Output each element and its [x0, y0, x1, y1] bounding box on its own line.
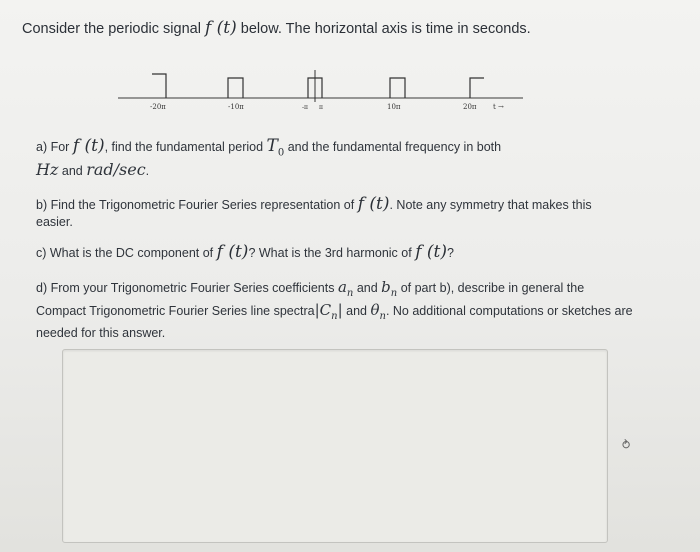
tick-label-20pi: 20π	[463, 103, 477, 111]
bn-subscript: n	[390, 288, 398, 299]
cn-magnitude-symbol: $|C_n|$	[314, 301, 343, 322]
tick-label-minus-pi: -π	[302, 104, 308, 111]
an-letter: a	[337, 278, 347, 296]
part-d-prefix: d) From your Trigonometric Fourier Series coefficients	[36, 281, 338, 295]
pulse-minus-10pi	[228, 78, 243, 98]
theta-letter: θ	[370, 301, 380, 319]
spellcheck-icon[interactable]: ⥁	[622, 438, 631, 452]
part-d-end: . No additional computations or sketches are needed for this answer.	[36, 304, 633, 340]
an-subscript: n	[346, 288, 354, 299]
tick-label-minus-20pi: -20π	[150, 103, 166, 111]
part-d-and-2: and	[342, 304, 371, 318]
part-c-mid: ? What is the 3rd harmonic of	[248, 246, 416, 260]
part-c-end: ?	[446, 246, 454, 260]
part-b-prefix: b) Find the Trigonometric Fourier Series representation of	[36, 198, 358, 212]
part-b-text	[36, 196, 616, 231]
pulse-minus-20pi	[152, 74, 166, 98]
part-a-text	[36, 138, 596, 180]
question-intro	[22, 18, 531, 38]
part-d-and-1: and	[353, 281, 382, 295]
pulse-20pi	[470, 78, 484, 98]
pulse-10pi	[390, 78, 405, 98]
t0-subscript: 0	[277, 147, 285, 159]
periodic-signal-plot	[118, 62, 538, 122]
part-d-mid: of part b), describe in general the Compact Trigonometric Fourier Series line spectra	[36, 281, 585, 318]
intro-prefix: Consider the periodic signal	[22, 21, 205, 37]
part-d-text	[36, 279, 636, 342]
part-a-suffix: and the fundamental frequency in both	[284, 140, 502, 154]
tick-label-t-arrow: t →	[493, 103, 504, 111]
f-of-t-symbol: f (t)	[204, 18, 237, 38]
part-c-text	[36, 244, 616, 262]
part-b-f-symbol: f (t)	[357, 194, 390, 214]
part-a-end: .	[145, 164, 150, 179]
intro-suffix: below. The horizontal axis is time in seconds.	[236, 21, 531, 37]
part-b-suffix: . Note any symmetry that makes this easier.	[36, 198, 592, 229]
bn-symbol	[381, 278, 398, 299]
part-a-f-symbol: f (t)	[72, 136, 105, 156]
theta-subscript: n	[379, 311, 386, 322]
tick-label-pi: π	[319, 104, 323, 111]
fraction-slash: /	[113, 160, 120, 180]
an-symbol	[337, 278, 354, 299]
part-c-f-symbol-1: f (t)	[216, 242, 249, 262]
part-c-f-symbol-2: f (t)	[415, 242, 447, 262]
bn-letter: b	[381, 278, 391, 296]
hz-unit: Hz	[36, 160, 59, 180]
part-a-and: and	[58, 164, 87, 179]
part-a-prefix: a) For	[36, 140, 73, 154]
cn-letter: C	[319, 301, 332, 319]
theta-n-symbol	[370, 301, 386, 322]
rad-unit: rad	[86, 160, 114, 180]
part-a-mid: , find the fundamental period	[104, 140, 267, 154]
part-c-prefix: c) What is the DC component of	[36, 246, 217, 260]
cn-subscript: n	[331, 311, 338, 322]
tick-label-minus-10pi: -10π	[228, 103, 244, 111]
tick-label-10pi: 10π	[387, 103, 401, 111]
answer-textarea[interactable]	[62, 349, 608, 543]
sec-unit: sec	[119, 160, 146, 180]
t0-symbol	[266, 136, 285, 159]
t0-letter: T	[266, 136, 278, 156]
